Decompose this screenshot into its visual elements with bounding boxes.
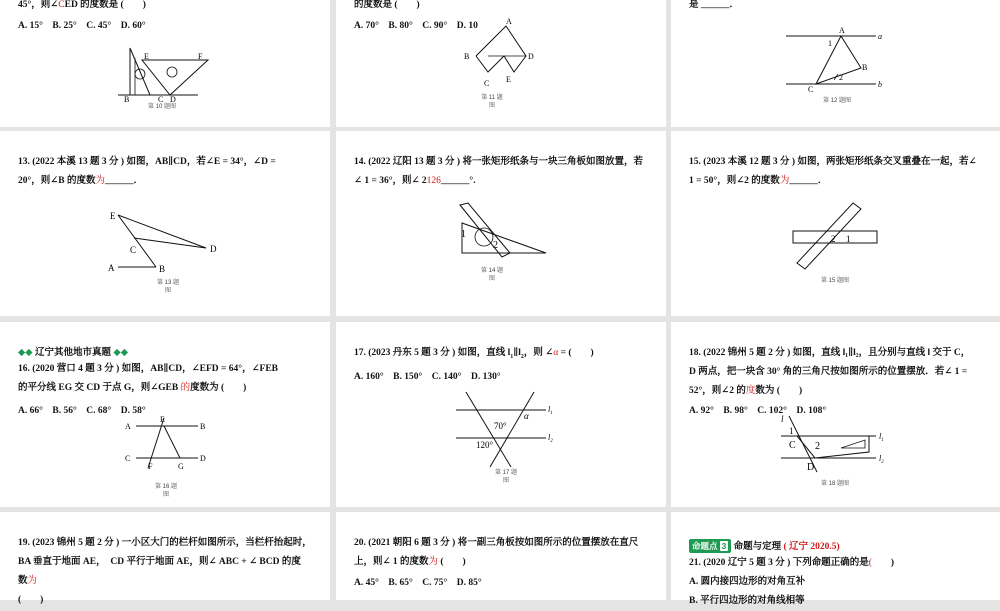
q18-text: 18. (2022 锦州 5 题 2 分 ) 如图，直线 l₁∥l₂，且分别与直线 l 交于 C， D 两点，把一块含 30° 角的三角尺按如图所示的位置摆放．若∠ 1 = 52°，则∠2 的度数为 ( ) — [689, 348, 971, 396]
q13-figure — [108, 211, 218, 273]
q17-label-l1: $l_1$ — [548, 405, 553, 416]
topic-header: 命题点 3 命题与定理 ( 辽宁 2020.5) — [689, 538, 840, 553]
q13-label-A: A — [108, 263, 115, 273]
q17-options: A. 160° B. 150° C. 140° D. 130° — [354, 372, 501, 382]
q18-label-C: C — [789, 440, 796, 451]
q15-figure — [791, 201, 881, 271]
question-19-card — [0, 512, 330, 605]
q14-figure — [446, 201, 556, 261]
q16-text: 16. (2020 营口 4 题 3 分 ) 如图，AB∥CD，∠EFD = 64°，∠FEB 的平分线 EG 交 CD 于点 G，则∠GEB 的度数为 ( ) — [18, 364, 279, 393]
q19-text: 19. (2023 锦州 5 题 2 分 ) 一小区大门的栏杆如图所示，当栏杆抬起时， BA 垂直于地面 AE， CD 平行于地面 AE，则∠ ABC + ∠ BCD 的度 数为 ( ) — [18, 538, 312, 605]
q16-label-D: D — [200, 454, 206, 463]
q14-caption: 第 14 题 图 — [480, 268, 503, 282]
q12-text: 是 ______． — [689, 0, 739, 10]
q12-label-2: 2 — [839, 73, 843, 82]
q17-caption: 第 17 题 图 — [494, 470, 517, 484]
q16-label-B: B — [200, 422, 206, 431]
question-18-card — [671, 322, 1000, 507]
q13-label-C: C — [130, 245, 137, 255]
q16-label-A: A — [125, 422, 131, 431]
q10-label-D: D — [170, 95, 176, 104]
q11-options: A. 70° B. 80° C. 90° D. 10 — [354, 21, 478, 31]
question-16-card — [0, 322, 330, 507]
q10-figure — [118, 40, 218, 102]
q14-text: 14. (2022 辽阳 13 题 3 分 ) 将一张矩形纸条与一块三角板如图放置，若 ∠ 1 = 36°，则∠ 2126______°. — [354, 157, 643, 186]
q18-label-l: l — [781, 414, 784, 424]
q13-label-E: E — [110, 211, 116, 221]
q16-caption: 第 16 题 图 — [154, 484, 177, 498]
q13-caption: 第 13 题 图 — [156, 280, 179, 294]
q18-label-1: 1 — [789, 426, 794, 436]
q10-label-C: C — [158, 95, 164, 104]
q10-caption: 第 10 题图 — [147, 104, 176, 110]
q11-figure — [464, 16, 544, 88]
q16-label-F: F — [148, 462, 153, 471]
q11-caption: 第 11 题 图 — [481, 95, 503, 109]
q20-text: 20. (2021 朝阳 6 题 3 分 ) 将一副三角板按如图所示的位置摆放在直尺 上，则∠ 1 的度数为 ( ) — [354, 538, 639, 567]
q12-caption: 第 12 题图 — [822, 98, 851, 104]
q13-label-D: D — [210, 244, 217, 254]
question-15-card — [671, 131, 1000, 316]
q20-options: A. 45° B. 65° C. 75° D. 85° — [354, 578, 482, 588]
q18-figure — [781, 416, 891, 476]
q10-options: A. 15° B. 25° C. 45° D. 60° — [18, 21, 146, 31]
q15-caption: 第 15 题图 — [820, 278, 849, 284]
q15-text: 15. (2023 本溪 12 题 3 分 ) 如图，两张矩形纸条交叉重叠在一起，若∠ 1 = 50°，则∠2 的度数为______． — [689, 157, 977, 186]
diamond-icon: ◆◆ — [18, 348, 33, 358]
question-13-card — [0, 131, 330, 316]
q11-text: 的度数是 ( ) — [354, 0, 420, 10]
q16-figure — [122, 416, 212, 476]
q17-text: 17. (2023 丹东 5 题 3 分 ) 如图，直线 $l_1\parallel l_2$，则 ∠α = ( ) — [354, 348, 594, 360]
q10-label-B: B — [124, 95, 130, 104]
topic-badge: 命题点 3 — [689, 539, 731, 553]
question-12-card — [671, 0, 1000, 127]
q11-label-E: E — [506, 75, 511, 84]
q16-options: A. 66° B. 56° C. 68° D. 58° — [18, 406, 146, 416]
q17-label-70: 70° — [494, 421, 507, 431]
q17-figure — [456, 392, 566, 467]
q13-label-B: B — [159, 264, 166, 274]
q17-label-l2: $l_2$ — [548, 433, 553, 444]
q11-label-C: C — [484, 79, 490, 88]
question-21-card — [671, 512, 1000, 606]
q13-text: 13. (2022 本溪 13 题 3 分 ) 如图，AB∥CD，若∠E = 34°，∠D = 20°，则∠B 的度数为______． — [18, 157, 276, 186]
q16-label-C: C — [125, 454, 131, 463]
q16-label-E: E — [160, 415, 165, 424]
q10-label-F: F — [198, 52, 203, 61]
q18-label-2: 2 — [815, 441, 820, 452]
q16-label-G: G — [178, 462, 184, 471]
question-14-card — [336, 131, 666, 316]
q10-text: 45°，则∠CED 的度数是 ( ) — [18, 0, 146, 10]
question-10-card — [0, 0, 330, 127]
q18-caption: 第 18 题图 — [820, 481, 849, 487]
q12-label-B: B — [862, 63, 868, 72]
q10-label-E: E — [144, 52, 149, 61]
diamond-icon: ◆◆ — [113, 348, 129, 358]
q15-label-2: 2 — [831, 234, 836, 244]
q21-text: 21. (2020 辽宁 5 题 3 分 ) 下列命题正确的是( ) A. 圆内接四边形的对角互补 B. 平行四边形的对角线相等 — [689, 558, 895, 606]
q11-label-A: A — [506, 17, 512, 26]
question-20-card — [336, 512, 666, 600]
q17-label-120: 120° — [476, 440, 494, 450]
q18-options: A. 92° B. 98° C. 102° D. 108° — [689, 406, 827, 416]
q14-label-1: 1 — [461, 229, 466, 240]
q11-label-B: B — [464, 52, 470, 61]
q18-label-l1: $l_1$ — [879, 432, 884, 443]
q18-label-D: D — [807, 462, 815, 473]
q15-label-1: 1 — [846, 234, 851, 244]
q11-label-D: D — [528, 52, 534, 61]
question-17-card — [336, 322, 666, 507]
q18-label-l2: $l_2$ — [879, 454, 884, 465]
q12-label-1: 1 — [828, 39, 832, 48]
q17-label-alpha: α — [524, 411, 529, 421]
section-header: ◆◆ 辽宁其他地市真题 ◆◆ — [18, 348, 129, 358]
q14-label-2: 2 — [493, 240, 498, 251]
q12-label-a: a — [878, 32, 882, 41]
q12-figure — [786, 22, 896, 94]
question-11-card — [336, 0, 666, 127]
q12-label-C: C — [808, 85, 814, 94]
q12-label-b: b — [878, 80, 882, 89]
q12-label-A: A — [839, 26, 845, 35]
